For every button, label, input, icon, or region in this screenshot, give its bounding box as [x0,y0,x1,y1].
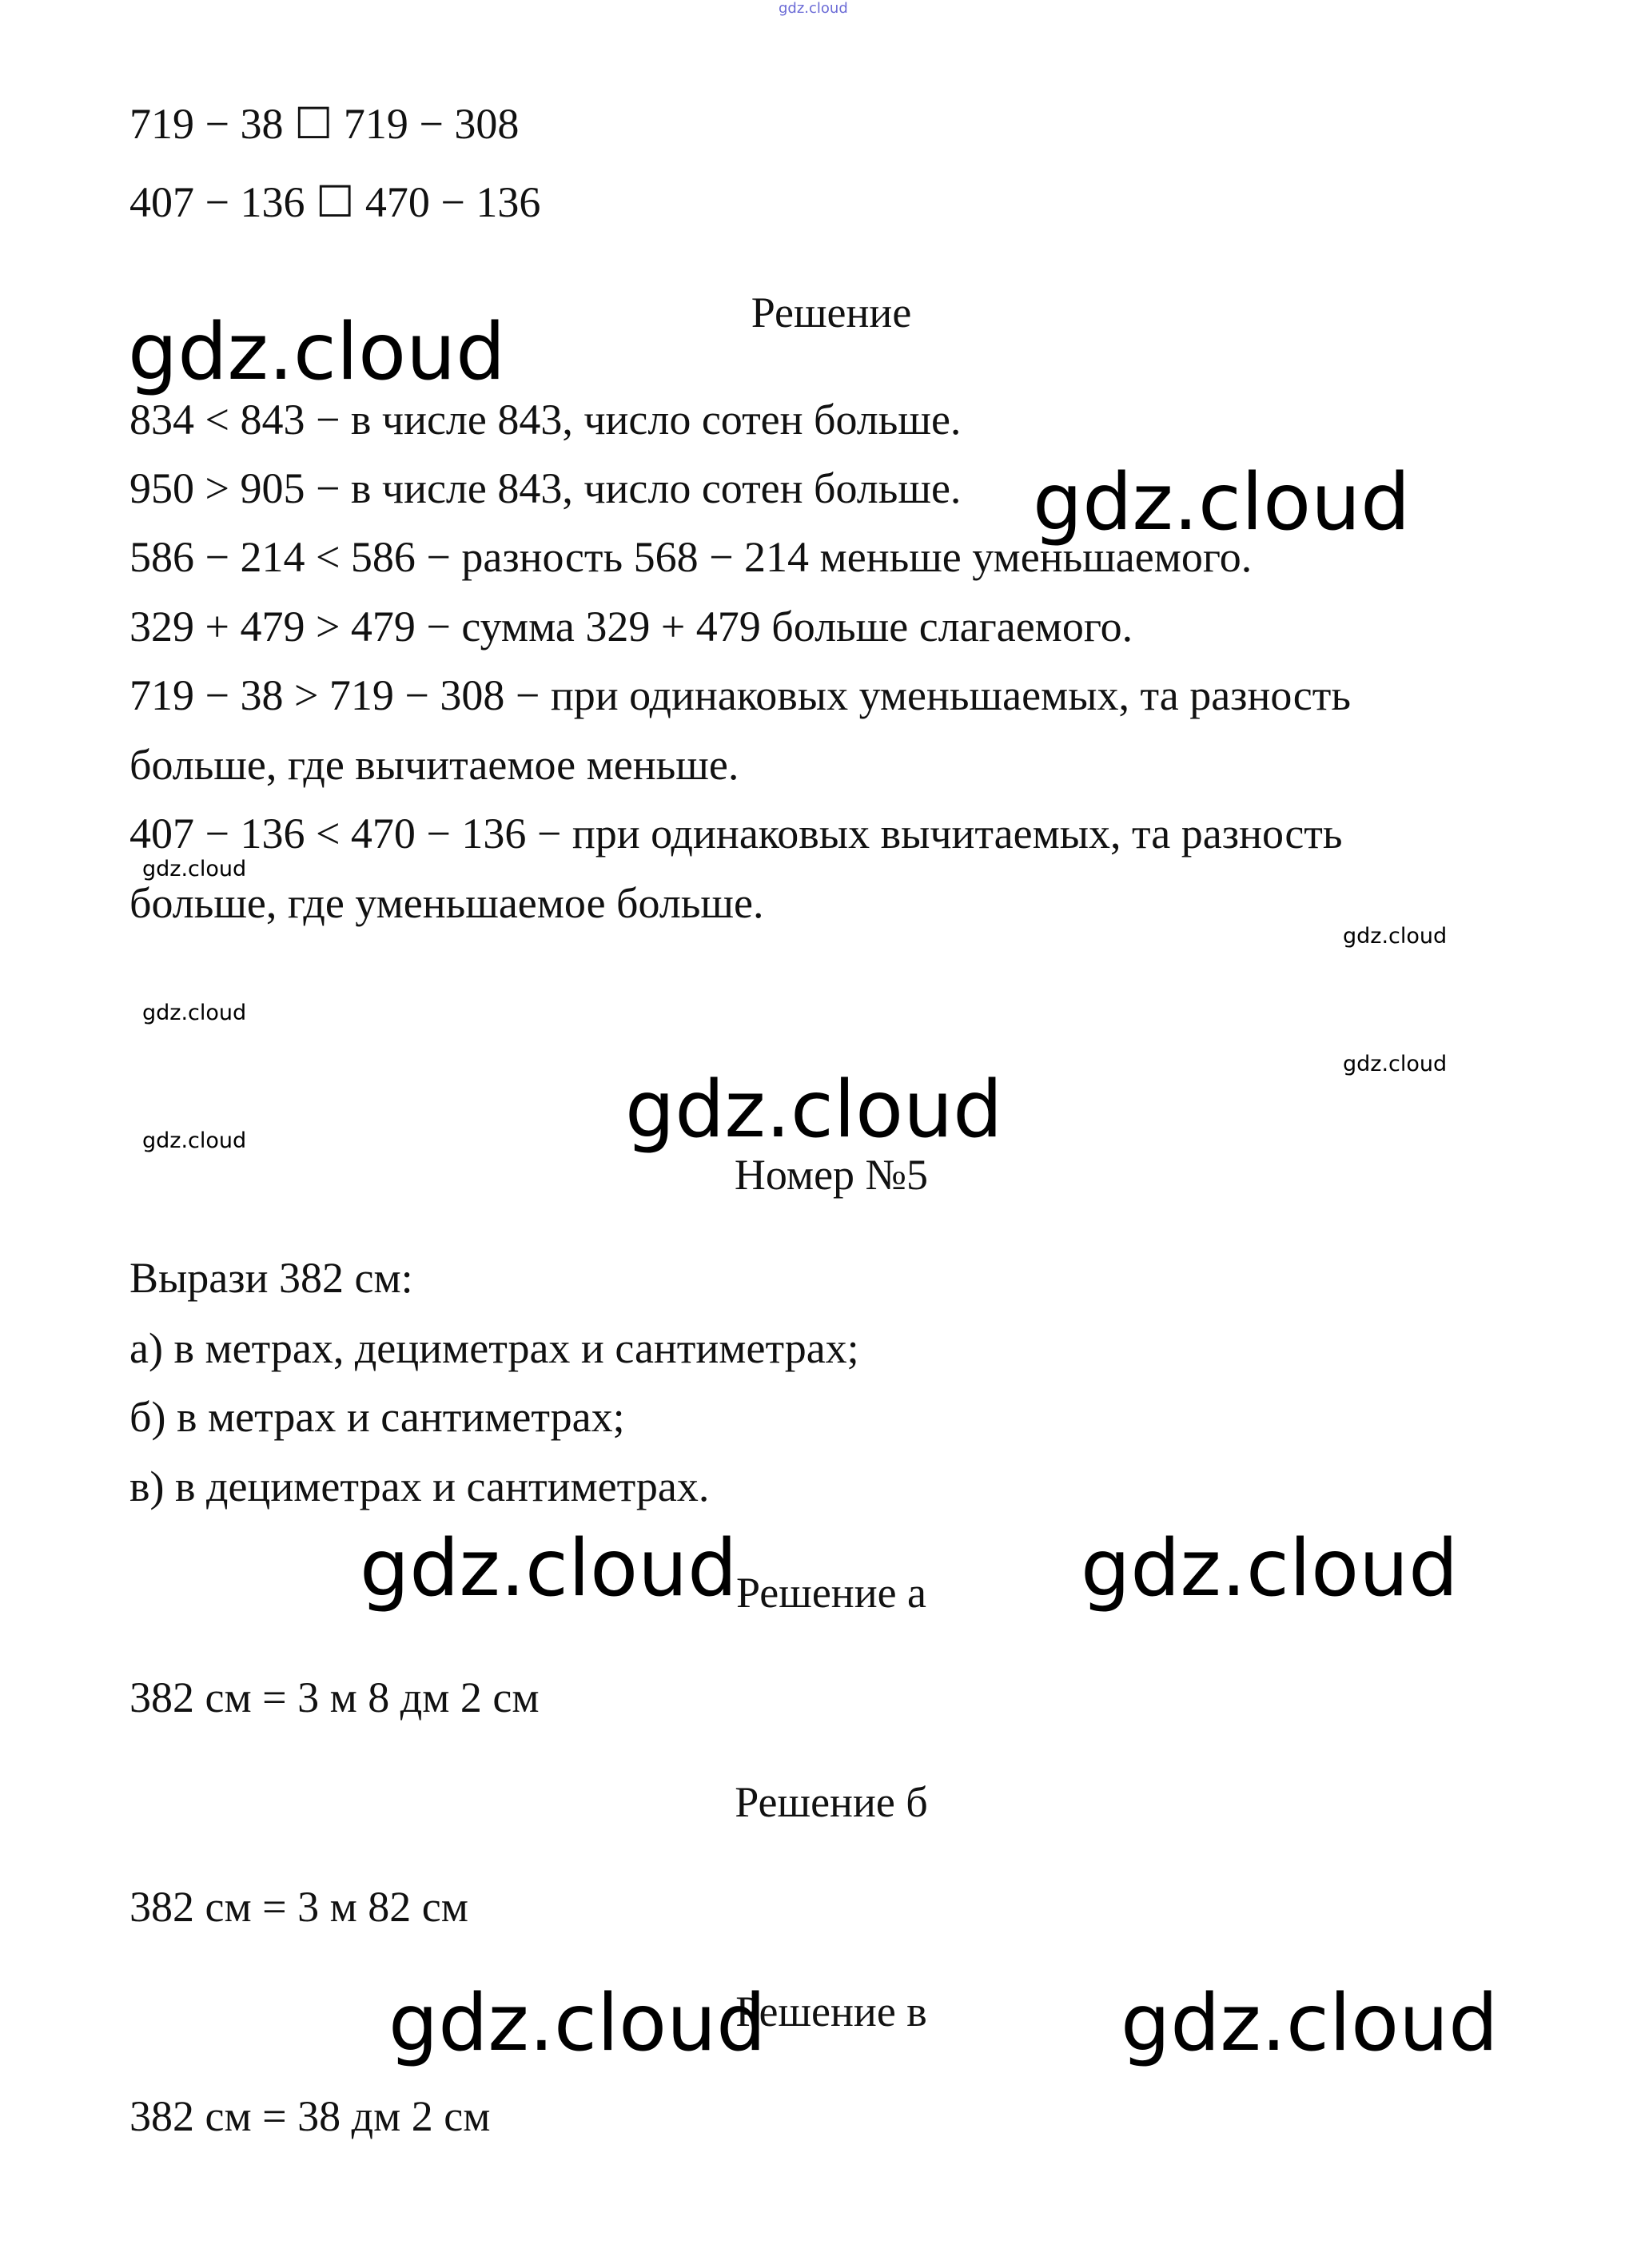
watermark-big: gdz.cloud [1033,457,1411,548]
watermark-small: gdz.cloud [1343,924,1448,949]
top-watermark: gdz.cloud [779,0,848,17]
watermark-big: gdz.cloud [1121,1978,1499,2069]
solution-a-answer: 382 см = 3 м 8 дм 2 см [129,1673,540,1721]
solution-a-heading: Решение а [735,1569,927,1617]
problem5-line-3: б) в метрах и сантиметрах; [129,1393,625,1441]
watermark-small: gdz.cloud [142,1001,247,1025]
watermark-small: gdz.cloud [142,857,247,881]
solution-line-6: больше, где вычитаемое меньше. [129,741,739,789]
problem5-line-2: а) в метрах, дециметрах и сантиметрах; [129,1324,859,1372]
solution-line-3: 586 − 214 < 586 − разность 568 − 214 меньше уменьшаемого. [129,533,1253,581]
solution-b-answer: 382 см = 3 м 82 см [129,1883,468,1931]
solution-c-heading: Решение в [735,1987,927,2035]
solution-heading: Решение [751,288,912,336]
solution-line-7: 407 − 136 < 470 − 136 − при одинаковых вычитаемых, та разность [129,810,1343,857]
watermark-small: gdz.cloud [142,1128,247,1153]
watermark-big: gdz.cloud [1081,1523,1459,1614]
problem5-line-1: Вырази 382 см: [129,1254,413,1302]
watermark-big: gdz.cloud [388,1978,767,2069]
problem5-line-4: в) в дециметрах и сантиметрах. [129,1462,710,1510]
solution-line-1: 834 < 843 − в числе 843, число сотен больше. [129,396,962,444]
solution-line-4: 329 + 479 > 479 − сумма 329 + 479 больше слагаемого. [129,603,1133,651]
solution-c-answer: 382 см = 38 дм 2 см [129,2092,491,2140]
task-line-2: 407 − 136 ☐ 470 − 136 [129,178,541,226]
solution-line-2: 950 > 905 − в числе 843, число сотен больше. [129,464,962,512]
task-line-1: 719 − 38 ☐ 719 − 308 [129,100,520,148]
solution-line-8: больше, где уменьшаемое больше. [129,879,764,927]
solution-b-heading: Решение б [735,1778,928,1826]
problem5-heading: Номер №5 [734,1151,929,1199]
watermark-big: gdz.cloud [360,1523,738,1614]
watermark-big: gdz.cloud [128,307,506,398]
solution-line-5: 719 − 38 > 719 − 308 − при одинаковых уменьшаемых, та разность [129,671,1351,719]
watermark-small: gdz.cloud [1343,1052,1448,1076]
watermark-big: gdz.cloud [625,1064,1003,1156]
